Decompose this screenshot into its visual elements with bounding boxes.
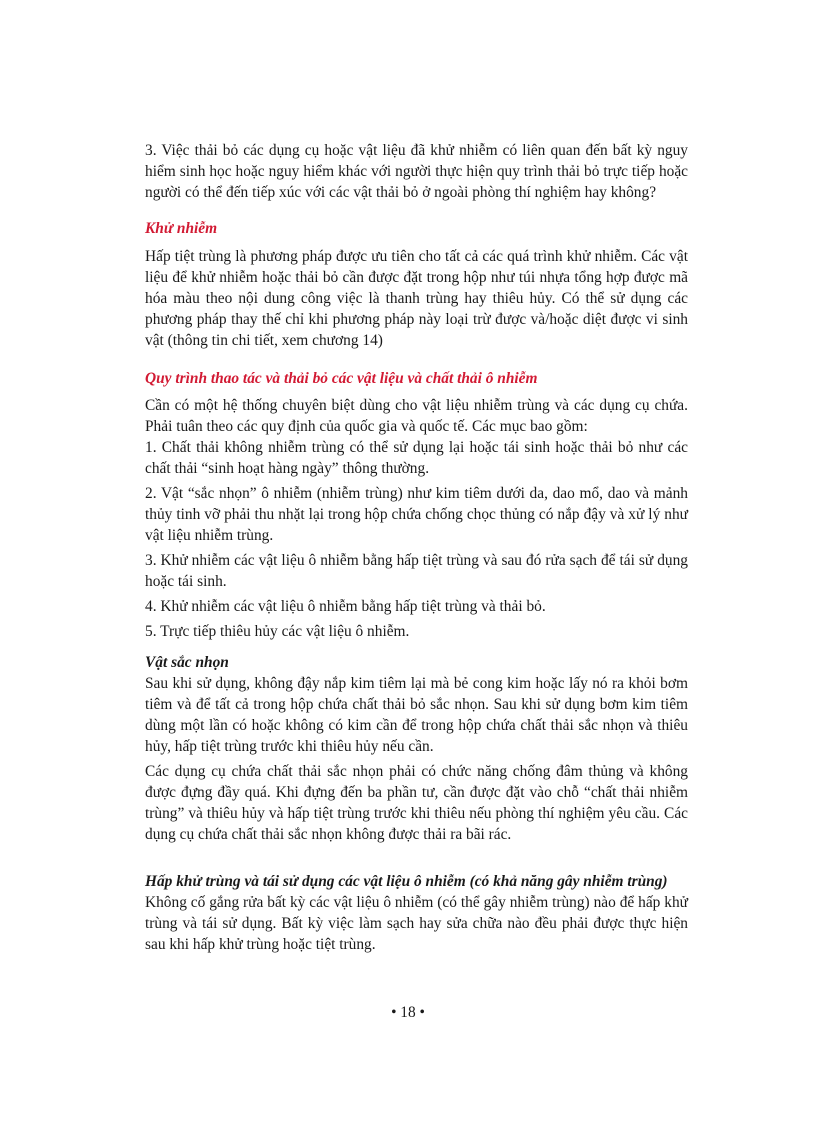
section-heading-decontamination: Khử nhiễm	[145, 220, 218, 237]
sharps-paragraph-2: Các dụng cụ chứa chất thải sắc nhọn phải có chức năng chống đâm thủng và không được đựng đầy quá. Khi đựng đến ba phần tư, cần được đặt vào chỗ “chất thải nhiễm trùng” và thiêu hủy và hấp tiệt trùng trước khi thiêu nếu phòng thí nghiệm yêu cầu. Các dụng cụ chứa chất thải sắc nhọn không được thải ra bãi rác.	[145, 763, 688, 843]
page-number: • 18 •	[391, 1004, 425, 1021]
section-heading-procedure: Quy trình thao tác và thải bỏ các vật liệu và chất thải ô nhiễm	[145, 370, 538, 387]
procedure-item-2: 2. Vật “sắc nhọn” ô nhiễm (nhiễm trùng) như kim tiêm dưới da, dao mổ, dao và mảnh thủy tinh vỡ phải thu nhặt lại trong hộp chứa chống chọc thủng có nắp đậy và xử lý như vật liệu nhiễm trùng.	[145, 485, 688, 544]
autoclave-paragraph: Không cố gắng rửa bất kỳ các vật liệu ô nhiễm (có thể gây nhiễm trùng) nào để hấp khử trùng và tái sử dụng. Bất kỳ việc làm sạch hay sửa chữa nào đều phải được thực hiện sau khi hấp khử trùng hoặc tiệt trùng.	[145, 894, 688, 953]
decontamination-paragraph: Hấp tiệt trùng là phương pháp được ưu tiên cho tất cả các quá trình khử nhiễm. Các vật liệu để khử nhiễm hoặc thải bỏ cần được đặt trong hộp như túi nhựa tổng hợp được mã hóa màu theo nội dung công việc là thanh trùng hay thiêu hủy. Có thể sử dụng các phương pháp thay thế chỉ khi phương pháp này loại trừ được và/hoặc diệt được vi sinh vật (thông tin chi tiết, xem chương 14)	[145, 248, 688, 349]
procedure-item-5: 5. Trực tiếp thiêu hủy các vật liệu ô nhiễm.	[145, 623, 410, 640]
page-content	[145, 140, 688, 955]
procedure-intro: Cần có một hệ thống chuyên biệt dùng cho vật liệu nhiễm trùng và các dụng cụ chứa. Phải tuân theo các quy định của quốc gia và quốc tế. Các mục bao gồm:	[145, 397, 688, 435]
procedure-item-3: 3. Khử nhiễm các vật liệu ô nhiễm bằng hấp tiệt trùng và sau đó rửa sạch để tái sử dụng hoặc tái sinh.	[145, 552, 688, 590]
procedure-item-1: 1. Chất thải không nhiễm trùng có thể sử dụng lại hoặc tái sinh hoặc thải bỏ như các chất thải “sinh hoạt hàng ngày” thông thường.	[145, 439, 688, 477]
sharps-paragraph-1: Sau khi sử dụng, không đậy nắp kim tiêm lại mà bẻ cong kim hoặc lấy nó ra khỏi bơm tiêm và để tất cả trong hộp chứa chất thải bỏ sắc nhọn. Sau khi sử dụng bơm kim tiêm dùng một lần có hoặc không có kim cần để trong hộp chứa chất thải sắc nhọn và thiêu hủy, hấp tiệt trùng trước khi thiêu hủy nếu cần.	[145, 675, 688, 755]
procedure-item-4: 4. Khử nhiễm các vật liệu ô nhiễm bằng hấp tiệt trùng và thải bỏ.	[145, 598, 546, 615]
section-heading-autoclave: Hấp khử trùng và tái sử dụng các vật liệu ô nhiễm (có khả năng gây nhiễm trùng)	[145, 873, 668, 890]
section-heading-sharps: Vật sắc nhọn	[145, 654, 229, 671]
intro-list-item: 3. Việc thải bỏ các dụng cụ hoặc vật liệu đã khử nhiễm có liên quan đến bất kỳ nguy hiểm sinh học hoặc nguy hiểm khác với người thực hiện quy trình thải bỏ trực tiếp hoặc người có thể đến tiếp xúc với các vật thải bỏ ở ngoài phòng thí nghiệm hay không?	[145, 142, 688, 201]
